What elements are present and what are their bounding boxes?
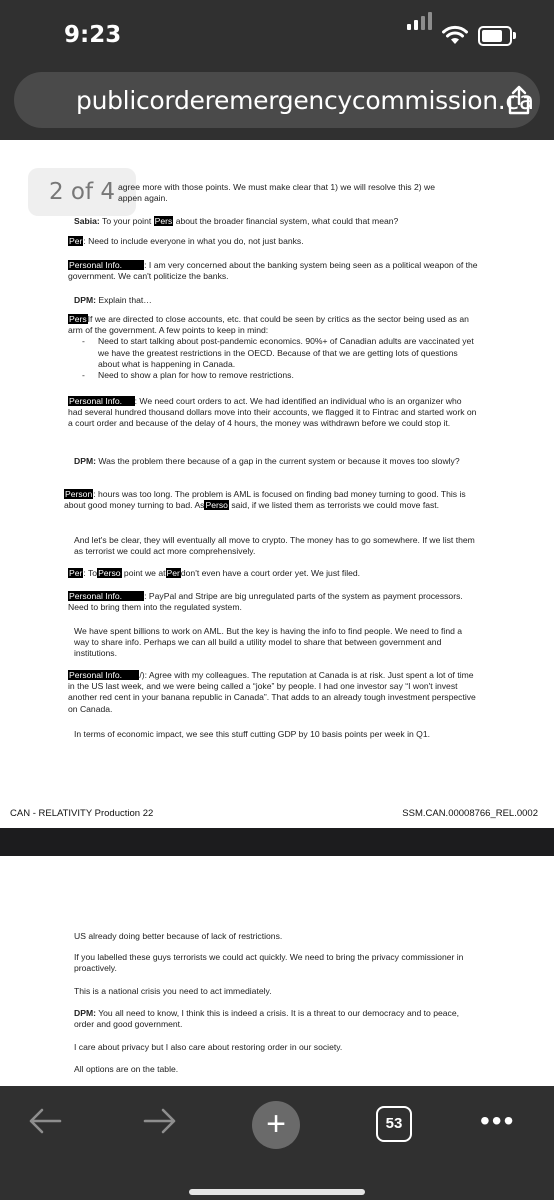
paragraph: Personal Info. : We need court orders to act. We had identified an individual who is an organizer who had several hundred thousand dollars move into their accounts, we flagged it to Fintrac and started work on a court order and because of the delay of 4 hours, the money was withdrawn before we could stop it.: [68, 396, 477, 429]
paragraph: PersIf we are directed to close accounts, etc. that could be seen by critics as the sector being used as an arm of the government. A few points to keep in mind: - Need to start talking about post-pandemic economics. 90%+ of Canadian adults are vaccinated yet we have the greatest restrictions in the OECD. Because of that we are getting lots of questions about what is happening in Canada. - Need to show a plan for how to remove restrictions.: [68, 314, 478, 381]
url-field[interactable]: [14, 72, 540, 128]
address-bar: [0, 62, 554, 140]
tabs-button[interactable]: 53: [376, 1106, 412, 1142]
paragraph: Person: hours was too long. The problem is AML is focused on finding bad money turning to good. This is about good money turning to bad. AsPerso said, if we listed them as terrorists we could move fast.: [64, 489, 466, 511]
paragraph: Per: ToPerso point we atPerdon't even have a court order yet. We just filed.: [69, 568, 361, 578]
page-gap: [0, 828, 554, 856]
redaction-box: Person: [65, 489, 93, 499]
paragraph: Personal Info. /): Agree with my colleagues. The reputation at Canada is at risk. Just spent a lot of time in the US last week, and we were being called a “joke” by people. I had one investor say “I won't invest another red cent in your banana republic in Canada”. That adds to an already tough investment perspective on Canada.: [68, 670, 476, 714]
redaction-box: Personal Info.: [69, 396, 123, 406]
status-time: 9:23: [64, 22, 122, 48]
home-indicator: [189, 1189, 365, 1195]
wifi-icon: [442, 25, 468, 45]
redaction-box: Perso: [205, 500, 228, 511]
redaction-box: Per: [166, 568, 180, 578]
list-item: - Need to start talking about post-pandemic economics. 90%+ of Canadian adults are vaccinated yet we have the greatest restrictions in the OECD. Because of that we are getting lots of questions about what is happening in Canada.: [98, 336, 478, 370]
forward-arrow-icon[interactable]: [143, 1108, 177, 1134]
redaction-box: Per: [69, 236, 83, 246]
paragraph: Personal Info. : I am very concerned about the banking system being seen as a political weapon of the government. We can't politicize the banks.: [68, 260, 478, 282]
paragraph: In terms of economic impact, we see this stuff cutting GDP by 10 basis points per week in Q1.: [74, 729, 431, 739]
redaction-box: Pers: [69, 314, 87, 324]
paragraph: I care about privacy but I also care about restoring order in our society.: [74, 1042, 343, 1052]
redaction-box: Personal Info.: [69, 591, 123, 601]
paragraph: And let's be clear, they will eventually all move to crypto. The money has to go somewhere. If we list them as terrorist we could act more comprehensively.: [74, 535, 475, 557]
document-page: [0, 140, 554, 828]
paragraph: We have spent billions to work on AML. But the key is having the info to find people. We need to find a way to share info. Perhaps we can all build a utility model to share that between government and institutions.: [74, 626, 463, 659]
back-arrow-icon[interactable]: [28, 1108, 62, 1134]
paragraph: Sabia: To your point Pers about the broader financial system, what could that mean?: [74, 216, 399, 226]
paragraph: US already doing better because of lack of restrictions.: [74, 931, 283, 941]
share-icon[interactable]: [506, 84, 532, 116]
browser-toolbar: [0, 1086, 554, 1200]
battery-icon: [478, 26, 512, 46]
page-indicator: 2 of 4: [28, 168, 136, 216]
document-footer-left: CAN - RELATIVITY Production 22: [10, 808, 154, 819]
paragraph: DPM: You all need to know, I think this is indeed a crisis. It is a threat to our democracy and to peace, order and good government.: [74, 1008, 460, 1030]
paragraph: If you labelled these guys terrorists we could act quickly. We need to bring the privacy commissioner in proactively.: [74, 952, 464, 974]
paragraph: agree more with those points. We must make clear that 1) we will resolve this 2) we appen again.: [118, 182, 435, 204]
paragraph: All options are on the table.: [74, 1064, 179, 1074]
paragraph: This is a national crisis you need to act immediately.: [74, 986, 272, 996]
redaction-box: Personal Info.: [69, 260, 123, 270]
redaction-box: Personal Info.: [69, 670, 123, 680]
status-bar: [0, 0, 554, 62]
document-page: [0, 856, 554, 1086]
paragraph: Per: Need to include everyone in what you do, not just banks.: [69, 236, 304, 246]
more-options-icon[interactable]: •••: [480, 1105, 516, 1136]
document-footer-right: SSM.CAN.00008766_REL.0002: [402, 808, 538, 819]
new-tab-button[interactable]: [252, 1101, 300, 1149]
url-text: publicorderemergencycommission.ca: [76, 86, 534, 115]
paragraph: DPM: Was the problem there because of a gap in the current system or because it moves too slowly?: [74, 456, 460, 466]
redaction-box: Pers: [154, 216, 173, 226]
paragraph: DPM: Explain that…: [74, 295, 152, 305]
list-item: - Need to show a plan for how to remove restrictions.: [98, 370, 478, 381]
plus-icon: +: [266, 1105, 286, 1143]
redaction-box: Per: [69, 568, 83, 578]
redaction-box: Perso: [98, 568, 121, 578]
paragraph: Personal Info. : PayPal and Stripe are big unregulated parts of the system as payment processors. Need to bring them into the regulated system.: [68, 591, 463, 613]
